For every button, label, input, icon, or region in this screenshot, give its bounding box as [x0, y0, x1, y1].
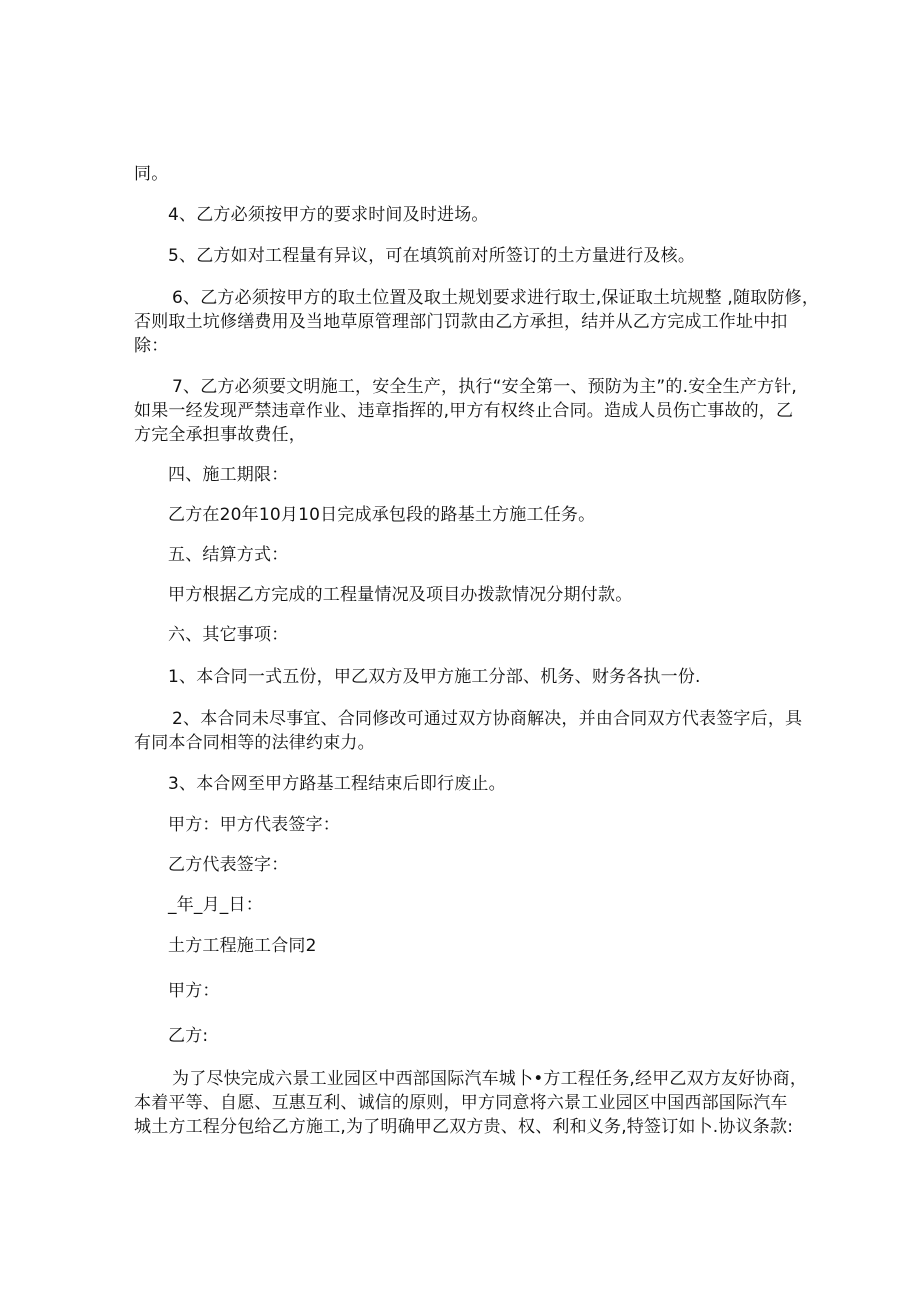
text-line: 方完全承担事故费任， [134, 425, 306, 445]
document-title: 土方工程施工合同2 [168, 936, 317, 956]
section-heading: 五、结算方式： [168, 545, 289, 565]
text-line: 乙方在20年10月10日完成承包段的路基土方施工任务。 [168, 505, 596, 525]
text-line: 本着平等、自愿、互惠互利、诚信的原则，甲方同意将六景工业园区中国西部国际汽车 [134, 1093, 788, 1113]
text-line: 有同本合同相等的法律约束力。 [134, 733, 375, 753]
text-line: 7、乙方必须要文明施工，安全生产，执行“安全第一、预防为主”的.安全生产方针, [172, 377, 798, 397]
text-line: 如果一经发现严禁违章作业、违章指挥的,甲方有权终止合同。造成人员伤亡事故的，乙 [134, 401, 794, 421]
party-line: 甲方： [168, 981, 220, 1001]
text-line: 否则取土坑修缮费用及当地草原管理部门罚款由乙方承担，结并从乙方完成工作址中扣 [134, 312, 788, 332]
text-line: 甲方根据乙方完成的工程量情况及项目办拨款情况分期付款。 [168, 585, 633, 605]
section-heading: 四、施工期限： [168, 465, 289, 485]
text-line: 6、乙方必须按甲方的取土位置及取土规划要求进行取士,保证取土坑规整 ,随取防修， [172, 288, 820, 308]
text-line: 4、乙方必须按甲方的要求时间及时进场。 [168, 205, 489, 225]
text-line: 城土方工程分包给乙方施工,为了明确甲乙双方贵、权、利和义务,特签订如卜.协议条款: [134, 1117, 794, 1137]
text-line: 3、本合网至甲方路基工程结束后即行废止。 [168, 774, 506, 794]
text-line: 5、乙方如对工程量有异议，可在填筑前对所签订的土方量进行及核。 [168, 246, 696, 266]
text-line: 为了尽快完成六景工业园区中西部国际汽车城卜•方工程任务,经甲乙双方友好协商， [172, 1069, 808, 1089]
text-line: 1、本合同一式五份，甲乙双方及甲方施工分部、机务、财务各执一份. [168, 667, 701, 687]
date-line: _年_月_日： [168, 895, 263, 915]
text-line: 同。 [134, 164, 169, 184]
signature-line: 甲方：甲方代表签字： [168, 815, 340, 835]
signature-line: 乙方代表签字： [168, 855, 289, 875]
text-line: 2、本合同未尽事宜、合同修改可通过双方协商解决，并由合同双方代表签字后，具 [172, 709, 803, 729]
section-heading: 六、其它事项： [168, 625, 289, 645]
text-line: 除： [134, 336, 169, 356]
party-line: 乙方: [168, 1026, 209, 1046]
